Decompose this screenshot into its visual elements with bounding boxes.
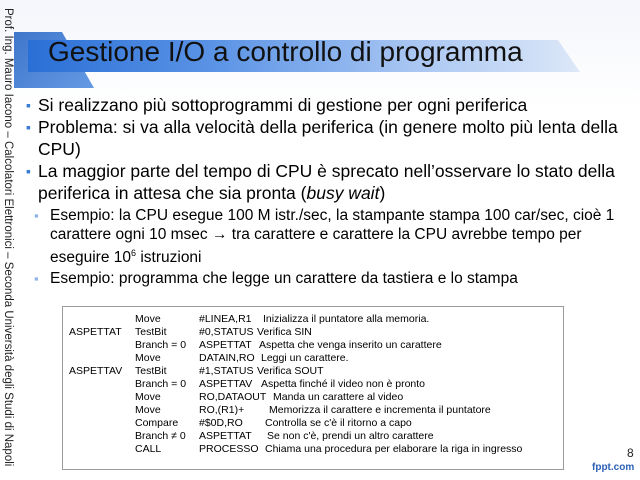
bullet-3-tail: ) — [379, 183, 386, 203]
code-instruction: Branch = 0 — [135, 378, 187, 390]
sub-bullet-1-exponent: 6 — [131, 248, 137, 258]
code-label: ASPETTAT — [69, 326, 122, 338]
code-comment: Memorizza il carattere e incrementa il puntatore — [269, 404, 491, 416]
sub-bullet-icon: ▪ — [34, 271, 39, 287]
bullet-2-text: Problema: si va alla velocità della periferica (in genere molto più lenta della CPU) — [38, 117, 618, 159]
sub-bullet-2-text: Esempio: programma che legge un carattere da tastiera e lo stampa — [50, 270, 518, 288]
bullet-1 — [28, 94, 632, 116]
code-operands: #0,STATUS — [199, 326, 254, 338]
code-instruction: Move — [135, 404, 161, 416]
code-comment: Leggi un carattere. — [261, 352, 349, 364]
code-comment: Controlla se c'è il ritorno a capo — [265, 417, 412, 429]
code-instruction: Branch = 0 — [135, 339, 187, 351]
code-instruction: Move — [135, 391, 161, 403]
code-operands: PROCESSO — [199, 443, 259, 455]
bullet-icon: ▪ — [26, 97, 31, 113]
code-comment: Verifica SOUT — [257, 365, 324, 377]
code-operands: ASPETTAT — [199, 430, 252, 442]
sub-bullet-1 — [28, 206, 632, 267]
bullet-3 — [28, 160, 632, 204]
bullet-3-italic: busy wait — [306, 183, 380, 203]
code-comment: Se non c'è, prendi un altro carattere — [267, 430, 434, 442]
code-instruction: Compare — [135, 417, 179, 429]
code-instruction: CALL — [135, 443, 162, 455]
code-instruction: Move — [135, 313, 161, 325]
bullet-list — [28, 94, 632, 288]
page-number: 8 — [627, 446, 634, 460]
code-instruction: Branch ≠ 0 — [135, 430, 186, 442]
code-comment: Verifica SIN — [257, 326, 312, 338]
code-instruction: Move — [135, 352, 161, 364]
sub-bullet-2 — [28, 269, 632, 288]
code-operands: #1,STATUS — [199, 365, 254, 377]
code-label: ASPETTAV — [69, 365, 123, 377]
code-operands: #$0D,RO — [199, 417, 243, 429]
bullet-3-text: La maggior parte del tempo di CPU è sprecato nell’osservare lo stato della periferica in attesa che sia pronta ( — [38, 161, 615, 203]
bullet-2 — [28, 116, 632, 160]
bullet-1-text: Si realizzano più sottoprogrammi di gestione per ogni periferica — [38, 95, 528, 115]
code-comment: Inizializza il puntatore alla memoria. — [263, 313, 430, 325]
code-comment: Aspetta finché il video non è pronto — [261, 378, 426, 390]
sub-bullet-1-tail: istruzioni — [136, 249, 202, 267]
code-operands: #LINEA,R1 — [199, 313, 252, 325]
assembly-code-box — [62, 306, 564, 470]
code-operands: DATAIN,RO — [199, 352, 255, 364]
code-instruction: TestBit — [135, 365, 167, 377]
code-comment: Aspetta che venga inserito un carattere — [259, 339, 442, 351]
code-operands: ASPETTAT — [199, 339, 252, 351]
slide-title: Gestione I/O a controllo di programma — [48, 36, 523, 67]
bullet-icon: ▪ — [26, 119, 31, 135]
author-footer-vertical: Prof. Ing. Mauro Iacono – Calcolatori Elettronici – Seconda Università degli Studi di Napoli — [2, 8, 14, 467]
code-instruction: TestBit — [135, 326, 167, 338]
code-operands: ASPETTAV — [199, 378, 253, 390]
code-operands: RO,(R1)+ — [199, 404, 245, 416]
code-operands: RO,DATAOUT — [199, 391, 267, 403]
sub-bullet-1-text: Esempio: la CPU esegue 100 M istr./sec, la stampante stampa 100 car/sec, cioè 1 carattere ogni 10 msec → tra carattere e carattere la CPU avrebbe tempo per eseguire 10 — [50, 207, 615, 267]
bullet-icon: ▪ — [26, 163, 31, 179]
code-comment: Manda un carattere al video — [273, 391, 404, 403]
code-comment: Chiama una procedura per elaborare la riga in ingresso — [265, 443, 523, 455]
sub-bullet-icon: ▪ — [34, 208, 39, 223]
fppt-logo: fppt.com — [592, 462, 635, 473]
